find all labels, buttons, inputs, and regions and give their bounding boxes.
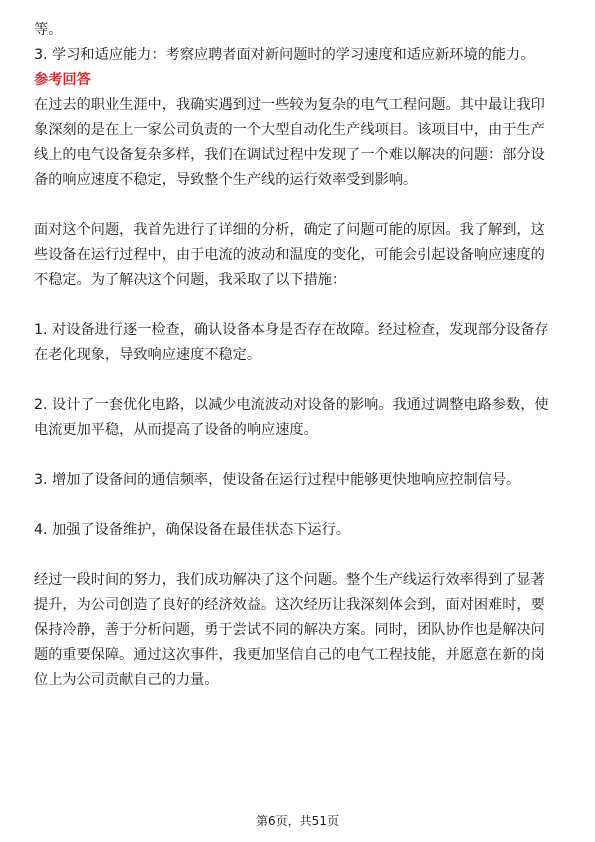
- paragraph-line: 位上为公司贡献自己的力量。: [34, 672, 219, 688]
- paragraph: [34, 93, 562, 193]
- page-footer: 第6页，共51页: [256, 814, 339, 828]
- paragraph: [34, 318, 562, 368]
- paragraph-spacer: [34, 368, 562, 393]
- document-page: [34, 18, 562, 693]
- intro-line: 3. 学习和适应能力：考察应聘者面对新问题时的学习速度和适应新环境的能力。: [34, 47, 535, 63]
- paragraph: [34, 568, 562, 693]
- paragraph-line: 象深刻的是在上一家公司负责的一个大型自动化生产线项目。该项目中，由于生产: [34, 122, 545, 138]
- paragraph-line: 不稳定。为了解决这个问题，我采取了以下措施：: [34, 272, 347, 288]
- paragraph-spacer: [34, 543, 562, 568]
- paragraph-line: 在过去的职业生涯中，我确实遇到过一些较为复杂的电气工程问题。其中最让我印: [34, 97, 545, 113]
- paragraph-spacer: [34, 443, 562, 468]
- paragraph-line: 1. 对设备进行逐一检查，确认设备本身是否存在故障。经过检查，发现部分设备存: [34, 322, 549, 338]
- paragraph-line: 电流更加平稳，从而提高了设备的响应速度。: [34, 422, 318, 438]
- paragraph-line: 保持冷静，善于分析问题，勇于尝试不同的解决方案。同时，团队协作也是解决问: [34, 622, 545, 638]
- paragraph: [34, 518, 562, 543]
- intro-line: 等。: [34, 22, 63, 38]
- paragraph-line: 2. 设计了一套优化电路，以减少电流波动对设备的影响。我通过调整电路参数，使: [34, 397, 549, 413]
- paragraph: [34, 468, 562, 493]
- paragraph-line: 些设备在运行过程中，由于电流的波动和温度的变化，可能会引起设备响应速度的: [34, 247, 545, 263]
- answer-body: [34, 93, 562, 693]
- paragraph-line: 线上的电气设备复杂多样，我们在调试过程中发现了一个难以解决的问题：部分设: [34, 147, 545, 163]
- paragraph-spacer: [34, 493, 562, 518]
- paragraph-line: 在老化现象，导致响应速度不稳定。: [34, 347, 262, 363]
- paragraph: [34, 393, 562, 443]
- paragraph-line: 3. 增加了设备间的通信频率，使设备在运行过程中能够更快地响应控制信号。: [34, 472, 521, 488]
- paragraph-line: 经过一段时间的努力，我们成功解决了这个问题。整个生产线运行效率得到了显著: [34, 572, 545, 588]
- paragraph: [34, 218, 562, 293]
- paragraph-line: 面对这个问题，我首先进行了详细的分析，确定了问题可能的原因。我了解到，这: [34, 222, 545, 238]
- paragraph-spacer: [34, 293, 562, 318]
- paragraph-line: 4. 加强了设备维护，确保设备在最佳状态下运行。: [34, 522, 350, 538]
- paragraph-line: 题的重要保障。通过这次事件，我更加坚信自己的电气工程技能，并愿意在新的岗: [34, 647, 545, 663]
- intro-block: [34, 18, 562, 68]
- answer-heading: 参考回答: [34, 72, 91, 88]
- paragraph-line: 备的响应速度不稳定，导致整个生产线的运行效率受到影响。: [34, 172, 418, 188]
- paragraph-spacer: [34, 193, 562, 218]
- paragraph-line: 提升，为公司创造了良好的经济效益。这次经历让我深刻体会到，面对困难时，要: [34, 597, 545, 613]
